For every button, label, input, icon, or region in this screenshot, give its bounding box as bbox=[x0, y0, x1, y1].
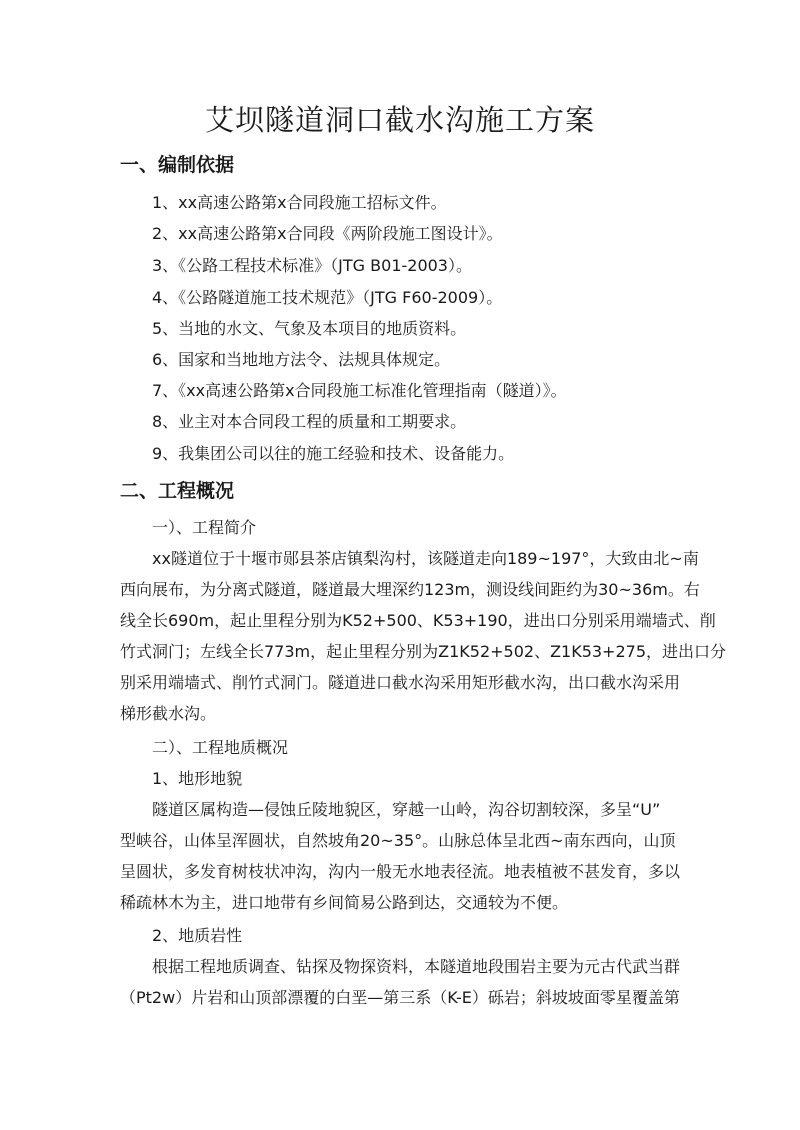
intro-line-1: xx隧道位于十堰市郧县茶店镇梨沟村，该隧道走向189~197°，大致由北~南 bbox=[152, 549, 699, 568]
basis-item-4: 4、《公路隧道施工技术规范》（JTG F60-2009）。 bbox=[152, 288, 503, 307]
intro-line-4: 竹式洞门；左线全长773m，起止里程分别为Z1K52+502、Z1K53+275，进出口分 bbox=[120, 642, 727, 661]
intro-line-5: 别采用端墙式、削竹式洞门。隧道进口截水沟采用矩形截水沟，出口截水沟采用 bbox=[120, 673, 681, 692]
basis-item-8: 8、业主对本合同段工程的质量和工期要求。 bbox=[152, 412, 467, 431]
intro-line-6: 梯形截水沟。 bbox=[120, 704, 217, 723]
section-heading-overview: 二、工程概况 bbox=[120, 480, 235, 502]
subheading-project-intro: 一）、工程简介 bbox=[152, 518, 257, 537]
subheading-geology: 二）、工程地质概况 bbox=[152, 738, 289, 757]
topography-line-2: 型峡谷，山体呈浑圆状，自然坡角20~35°。山脉总体呈北西~南东西向，山顶 bbox=[120, 831, 676, 850]
subheading-lithology: 2、地质岩性 bbox=[152, 926, 243, 945]
section-heading-basis: 一、编制依据 bbox=[120, 154, 235, 176]
intro-line-3: 线全长690m，起止里程分别为K52+500、K53+190，进出口分别采用端墙式、削 bbox=[120, 611, 716, 630]
topography-line-3: 呈圆状，多发育树枝状冲沟，沟内一般无水地表径流。地表植被不甚发育，多以 bbox=[120, 862, 681, 881]
lithology-line-2: （Pt2w）片岩和山顶部漂覆的白垩—第三系（K-E）砾岩；斜坡坡面零星覆盖第 bbox=[120, 988, 680, 1007]
basis-item-2: 2、xx高速公路第x合同段《两阶段施工图设计》。 bbox=[152, 224, 503, 243]
basis-item-3: 3、《公路工程技术标准》（JTG B01-2003）。 bbox=[152, 256, 472, 275]
basis-item-9: 9、我集团公司以往的施工经验和技术、设备能力。 bbox=[152, 444, 515, 463]
basis-item-6: 6、国家和当地地方法令、法规具体规定。 bbox=[152, 350, 451, 369]
topography-line-1: 隧道区属构造—侵蚀丘陵地貌区，穿越一山岭，沟谷切割较深，多呈“U” bbox=[152, 800, 661, 819]
topography-line-4: 稀疏林木为主，进口地带有乡间简易公路到达，交通较为不便。 bbox=[120, 893, 569, 912]
subheading-topography: 1、地形地貌 bbox=[152, 769, 243, 788]
basis-item-7: 7、《xx高速公路第x合同段施工标准化管理指南（隧道）》。 bbox=[152, 381, 567, 400]
basis-item-5: 5、当地的水文、气象及本项目的地质资料。 bbox=[152, 319, 467, 338]
intro-line-2: 西向展布，为分离式隧道，隧道最大埋深约123m，测设线间距约为30~36m。右 bbox=[120, 580, 700, 599]
document-title: 艾坝隧道洞口截水沟施工方案 bbox=[204, 103, 595, 137]
basis-item-1: 1、xx高速公路第x合同段施工招标文件。 bbox=[152, 193, 447, 212]
lithology-line-1: 根据工程地质调查、钻探及物探资料，本隧道地段围岩主要为元古代武当群 bbox=[152, 957, 681, 976]
